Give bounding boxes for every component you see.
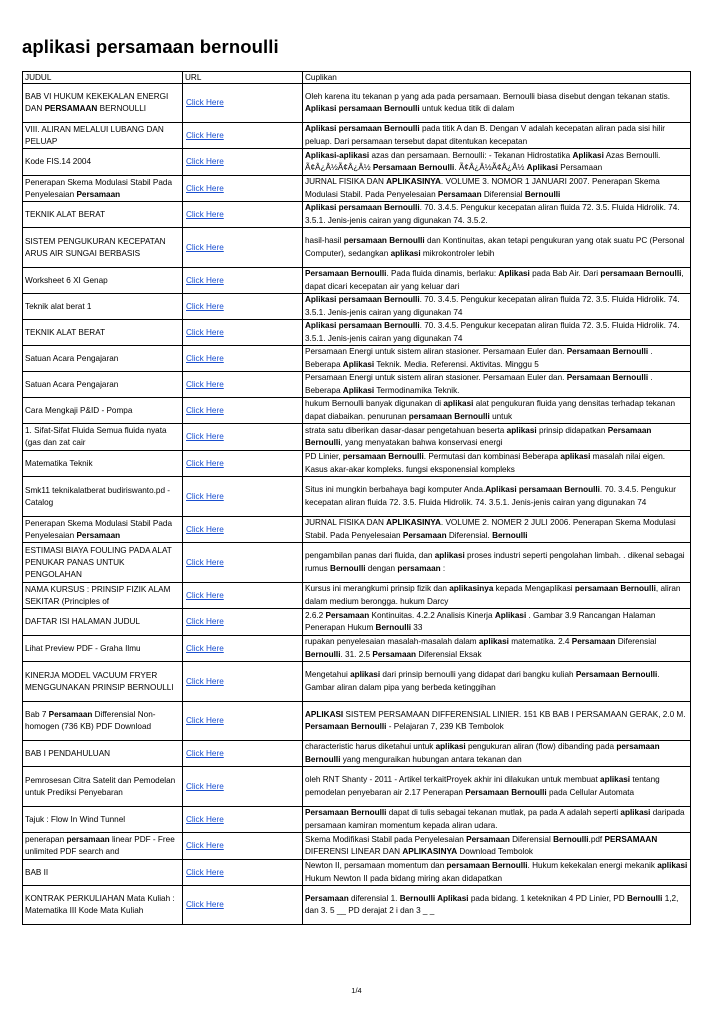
judul-cell: Satuan Acara Pengajaran [23,346,183,372]
click-here-link[interactable]: Click Here [186,491,224,501]
judul-cell: SISTEM PENGUKURAN KECEPATAN ARUS AIR SUNGAI BERBASIS [23,228,183,268]
judul-cell: Teknik alat berat 1 [23,294,183,320]
url-cell [183,228,303,268]
cuplikan-cell: Persamaan Energi untuk sistem aliran stasioner. Persamaan Euler dan. Persamaan Bernoulli . Beberapa Aplikasi Teknik. Media. Referensi. Aktivitas. Minggu 5 [303,346,691,372]
cuplikan-cell: Aplikasi persamaan Bernoulli. 70. 3.4.5. Pengukur kecepatan aliran fluida 72. 3.5. Fluida Hidrolik. 74. 3.5.1. Jenis-jenis cairan yang digunakan 74. 3.5.2. [303,202,691,228]
url-cell [183,176,303,202]
judul-cell: TEKNIK ALAT BERAT [23,202,183,228]
url-cell [183,741,303,767]
cuplikan-cell: Persamaan diferensial 1. Bernoulli Aplikasi pada bidang. 1 keteknikan 4 PD Linier, PD Bernoulli 1,2, dan 3. 5 __ PD derajat 2 i dan 3 _ _ [303,886,691,925]
url-cell [183,662,303,702]
url-cell [183,398,303,424]
cuplikan-cell: pengambilan panas dari fluida, dan aplikasi proses industri seperti pengolahan limbah. . dikenal sebagai rumus Bernoulli dengan persamaan : [303,543,691,583]
url-cell [183,807,303,833]
judul-cell: Bab 7 Persamaan Differensial Non-homogen (736 KB) PDF Download [23,702,183,741]
table-row [23,477,691,517]
cuplikan-cell: Persamaan Energi untuk sistem aliran stasioner. Persamaan Euler dan. Persamaan Bernoulli . Beberapa Aplikasi Termodinamika Teknik. [303,372,691,398]
table-row [23,609,691,636]
table-row [23,149,691,176]
click-here-link[interactable]: Click Here [186,353,224,363]
table-row [23,833,691,860]
page-number: 1/4 [351,986,362,995]
cuplikan-cell: PD Linier, persamaan Bernoulli. Permutasi dan kombinasi Beberapa aplikasi masalah nilai eigen. Kasus akar-akar kompleks. fungsi eksponensial kompleks [303,451,691,477]
url-cell [183,123,303,149]
click-here-link[interactable]: Click Here [186,432,224,441]
judul-cell: TEKNIK ALAT BERAT [23,320,183,346]
url-cell [183,346,303,372]
table-row [23,123,691,149]
judul-cell: 1. Sifat-Sifat Fluida Semua fluida nyata (gas dan zat cair [23,424,183,451]
cuplikan-cell: Kursus ini merangkumi prinsip fizik dan aplikasinya kepada Mengaplikasi persamaan Bernoulli, aliran dalam medium berongga. hukum Darcy [303,583,691,609]
click-here-link[interactable]: Click Here [186,748,224,758]
click-here-link[interactable]: Click Here [186,157,224,166]
judul-cell: ESTIMASI BIAYA FOULING PADA ALAT PENUKAR PANAS UNTUK PENGOLAHAN [23,543,183,583]
table-row [23,517,691,543]
click-here-link[interactable]: Click Here [186,379,224,389]
judul-cell: BAB II [23,860,183,886]
table-row [23,543,691,583]
click-here-link[interactable]: Click Here [186,327,224,337]
click-here-link[interactable]: Click Here [186,183,224,193]
table-row [23,84,691,123]
click-here-link[interactable]: Click Here [186,590,224,600]
table-row [23,346,691,372]
cuplikan-cell: 2.6.2 Persamaan Kontinuitas. 4.2.2 Analisis Kinerja Aplikasi . Gambar 3.9 Rancangan Halaman Penerapan Hukum Bernoulli 33 [303,609,691,636]
table-row [23,202,691,228]
cuplikan-cell: JURNAL FISIKA DAN APLIKASINYA. VOLUME 3. NOMOR 1 JANUARI 2007. Penerapan Skema Modulasi Stabil. Pada Penyelesaian Persamaan Diferensial Bernoulli [303,176,691,202]
url-cell [183,451,303,477]
judul-cell: Kode FIS.14 2004 [23,149,183,176]
cuplikan-cell: hasil-hasil persamaan Bernoulli dan Kontinuitas, akan tetapi pengukuran yang otak suatu PC (Personal Computer), sedangkan aplikasi mikrokontroler lebih [303,228,691,268]
url-cell [183,84,303,123]
judul-cell: Satuan Acara Pengajaran [23,372,183,398]
judul-cell: Penerapan Skema Modulasi Stabil Pada Penyelesaian Persamaan [23,176,183,202]
judul-cell: Smk11 teknikalatberat budiriswanto.pd - Catalog [23,477,183,517]
table-row [23,741,691,767]
table-row [23,702,691,741]
header-judul: JUDUL [23,72,183,84]
table-row [23,636,691,662]
url-cell [183,424,303,451]
url-cell [183,202,303,228]
judul-cell: BAB VI HUKUM KEKEKALAN ENERGI DAN PERSAMAAN BERNOULLI [23,84,183,123]
url-cell [183,702,303,741]
cuplikan-cell: Aplikasi persamaan Bernoulli pada titik A dan B. Dengan V adalah kecepatan aliran pada sisi hilir peluap. Dari persamaan tersebut dapat ditentukan kecepatan [303,123,691,149]
click-here-link[interactable]: Click Here [186,643,224,653]
cuplikan-cell: rupakan penyelesaian masalah-masalah dalam aplikasi matematika. 2.4 Persamaan Diferensial Bernoulli. 31. 2.5 Persamaan Diferensial Eksak [303,636,691,662]
url-cell [183,886,303,925]
cuplikan-cell: strata satu diberikan dasar-dasar pengetahuan beserta aplikasi prinsip didapatkan Persamaan Bernoulli, yang menyatakan bahwa konservasi energi [303,424,691,451]
click-here-link[interactable]: Click Here [186,814,224,824]
cuplikan-cell: Persamaan Bernoulli. Pada fluida dinamis, berlaku: Aplikasi pada Bab Air. Dari persamaan Bernoulli, dapat dicari kecepatan air yang keluar dari [303,268,691,294]
judul-cell: Cara Mengkaji P&ID - Pompa [23,398,183,424]
judul-cell: Lihat Preview PDF - Graha Ilmu [23,636,183,662]
url-cell [183,543,303,583]
judul-cell: Worksheet 6 XI Genap [23,268,183,294]
click-here-link[interactable]: Click Here [186,900,224,909]
click-here-link[interactable]: Click Here [186,275,224,285]
table-row [23,807,691,833]
judul-cell: BAB I PENDAHULUAN [23,741,183,767]
url-cell [183,833,303,860]
cuplikan-cell: Mengetahui aplikasi dari prinsip bernoulli yang didapat dari bangku kuliah Persamaan Bernoulli. Gambar aliran dalam pipa yang berbeda ketinggihan [303,662,691,702]
click-here-link[interactable]: Click Here [186,557,224,567]
table-row [23,372,691,398]
click-here-link[interactable]: Click Here [186,716,224,725]
cuplikan-cell: Oleh karena itu tekanan p yang ada pada persamaan. Bernoulli biasa disebut dengan tekanan statis. Aplikasi persamaan Bernoulli untuk kedua titik di dalam [303,84,691,123]
table-row [23,451,691,477]
table-row [23,398,691,424]
cuplikan-cell: Skema Modifikasi Stabil pada Penyelesaian Persamaan Diferensial Bernoulli.pdf PERSAMAAN DIFERENSI LINEAR DAN APLIKASINYA Download Tembolok [303,833,691,860]
cuplikan-cell: Aplikasi persamaan Bernoulli. 70. 3.4.5. Pengukur kecepatan aliran fluida 72. 3.5. Fluida Hidrolik. 74. 3.5.1. Jenis-jenis cairan yang digunakan 74 [303,294,691,320]
table-row [23,228,691,268]
results-table [22,71,691,925]
click-here-link[interactable]: Click Here [186,841,224,850]
table-row [23,320,691,346]
judul-cell: Penerapan Skema Modulasi Stabil Pada Penyelesaian Persamaan [23,517,183,543]
url-cell [183,320,303,346]
judul-cell: Pemrosesan Citra Satelit dan Pemodelan untuk Prediksi Penyebaran [23,767,183,807]
table-row [23,860,691,886]
cuplikan-cell: hukum Bernoulli banyak digunakan di aplikasi alat pengukuran fluida yang densitas terhadap tekanan dapat diabaikan. penurunan persamaan Bernoulli untuk [303,398,691,424]
cuplikan-cell: oleh RNT Shanty - 2011 - Artikel terkaitProyek akhir ini dilakukan untuk membuat aplikasi tentang pemodelan penyebaran air 2.17 Penerapan Persamaan Bernoulli pada Cellular Automata [303,767,691,807]
cuplikan-cell: Persamaan Bernoulli dapat di tulis sebagai tekanan mutlak, pa pada A adalah seperti aplikasi daripada persamaan kamiran momentum kepada aliran udara. [303,807,691,833]
url-cell [183,636,303,662]
judul-cell: NAMA KURSUS : PRINSIP FIZIK ALAM SEKITAR (Principles of [23,583,183,609]
header-url: URL [183,72,303,84]
url-cell [183,517,303,543]
table-row [23,886,691,925]
table-row [23,424,691,451]
click-here-link[interactable]: Click Here [186,676,224,686]
table-row [23,583,691,609]
judul-cell: VIII. ALIRAN MELALUI LUBANG DAN PELUAP [23,123,183,149]
url-cell [183,767,303,807]
url-cell [183,609,303,636]
click-here-link[interactable]: Click Here [186,524,224,534]
page-title: aplikasi persamaan bernoulli [22,36,279,57]
table-row [23,294,691,320]
header-cuplikan: Cuplikan [303,72,691,84]
click-here-link[interactable]: Click Here [186,209,224,219]
table-row [23,176,691,202]
click-here-link[interactable]: Click Here [186,242,224,252]
click-here-link[interactable]: Click Here [186,781,224,791]
url-cell [183,149,303,176]
table-row [23,767,691,807]
cuplikan-cell: characteristic harus diketahui untuk aplikasi pengukuran aliran (flow) dibanding pada persamaan Bernoulli yang menguraikan hubungan antara tekanan dan [303,741,691,767]
click-here-link[interactable]: Click Here [186,458,224,468]
judul-cell: KONTRAK PERKULIAHAN Mata Kuliah : Matematika III Kode Mata Kuliah [23,886,183,925]
click-here-link[interactable]: Click Here [186,405,224,415]
click-here-link[interactable]: Click Here [186,867,224,877]
cuplikan-cell: Newton II, persamaan momentum dan persamaan Bernoulli. Hukum kekekalan energi mekanik aplikasi Hukum Newton II pada bidang miring akan didapatkan [303,860,691,886]
click-here-link[interactable]: Click Here [186,130,224,140]
judul-cell: KINERJA MODEL VACUUM FRYER MENGGUNAKAN PRINSIP BERNOULLI [23,662,183,702]
table-header-row [23,72,691,84]
cuplikan-cell: Situs ini mungkin berbahaya bagi komputer Anda.Aplikasi persamaan Bernoulli. 70. 3.4.5. Pengukur kecepatan aliran fluida 72. 3.5. Fluida Hidrolik. 74. 3.5.1. Jenis-jenis cairan yang digunakan 74 [303,477,691,517]
cuplikan-cell: JURNAL FISIKA DAN APLIKASINYA. VOLUME 2. NOMER 2 JULI 2006. Penerapan Skema Modulasi Stabil. Pada Penyelesaian Persamaan Diferensial. Bernoulli [303,517,691,543]
judul-cell: Tajuk : Flow In Wind Tunnel [23,807,183,833]
table-body [23,84,691,925]
click-here-link[interactable]: Click Here [186,301,224,311]
table-row [23,268,691,294]
judul-cell: DAFTAR ISI HALAMAN JUDUL [23,609,183,636]
url-cell [183,372,303,398]
url-cell [183,294,303,320]
cuplikan-cell: Aplikasi persamaan Bernoulli. 70. 3.4.5. Pengukur kecepatan aliran fluida 72. 3.5. Fluida Hidrolik. 74. 3.5.1. Jenis-jenis cairan yang digunakan 74 [303,320,691,346]
url-cell [183,583,303,609]
click-here-link[interactable]: Click Here [186,98,224,107]
click-here-link[interactable]: Click Here [186,617,224,626]
table-row [23,662,691,702]
judul-cell: Matematika Teknik [23,451,183,477]
cuplikan-cell: Aplikasi-aplikasi azas dan persamaan. Bernoulli: - Tekanan Hidrostatika Aplikasi Azas Bernoulli. Ã¢Â¿Â½Ã¢Â¿Â½ Persamaan Bernoulli. Ã¢Â¿Â½Ã¢Â¿Â½ Aplikasi Persamaan [303,149,691,176]
cuplikan-cell: APLIKASI SISTEM PERSAMAAN DIFFERENSIAL LINIER. 151 KB BAB I PERSAMAAN GERAK, 2.0 M. Persamaan Bernoulli - Pelajaran 7, 239 KB Tembolok [303,702,691,741]
url-cell [183,268,303,294]
url-cell [183,860,303,886]
judul-cell: penerapan persamaan linear PDF - Free unlimited PDF search and [23,833,183,860]
url-cell [183,477,303,517]
